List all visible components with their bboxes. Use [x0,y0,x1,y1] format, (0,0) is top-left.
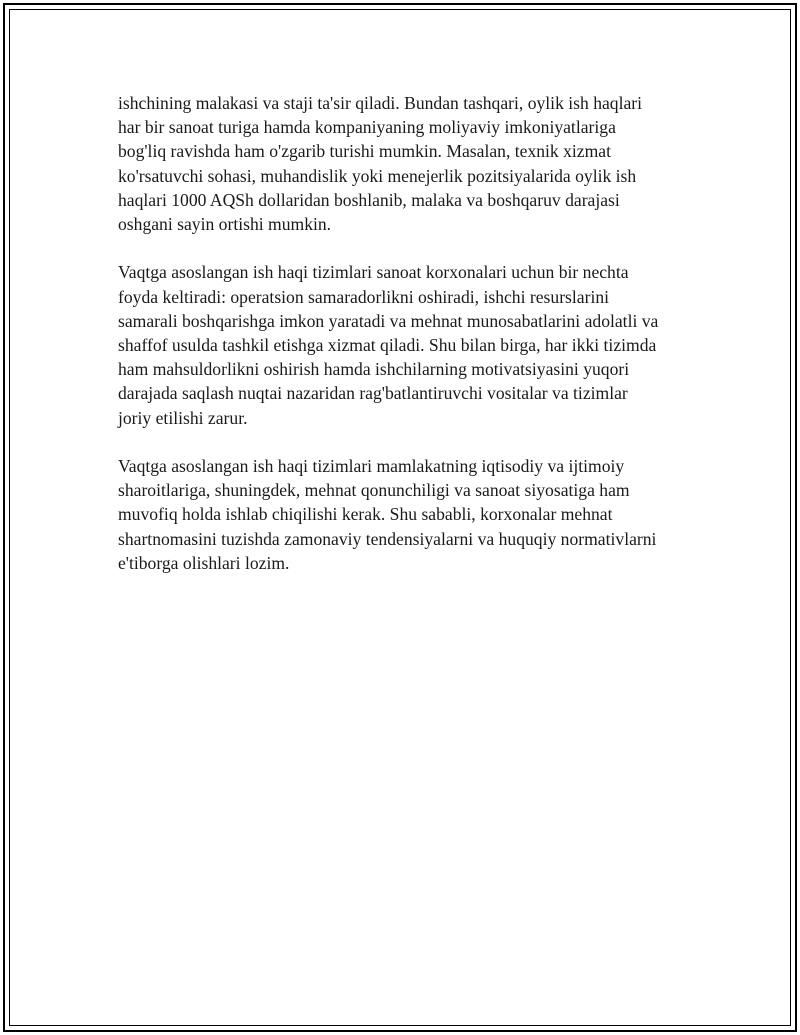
text-line: sharoitlariga, shuningdek, mehnat qonunchiligi va sanoat siyosatiga ham [118,480,630,501]
text-line: muvofiq holda ishlab chiqilishi kerak. Shu sababli, korxonalar mehnat [118,504,613,525]
paragraph-2 [118,260,698,429]
text-line: ishchining malakasi va staji ta'sir qiladi. Bundan tashqari, oylik ish haqlari [118,93,643,113]
document-body [118,91,698,599]
text-line: Vaqtga asoslangan ish haqi tizimlari mamlakatning iqtisodiy va ijtimoiy [118,456,625,477]
text-line: shaffof usulda tashkil etishga xizmat qiladi. Shu bilan birga, har ikki tizimda [118,335,657,356]
text-line: samarali boshqarishga imkon yaratadi va mehnat munosabatlarini adolatli va [118,310,659,331]
text-line: shartnomasini tuzishda zamonaviy tendensiyalarni va huquqiy normativlarni [118,528,657,549]
text-line: ham mahsuldorlikni oshirish hamda ishchilarning motivatsiyasini yuqori [118,359,630,380]
paragraph-1 [118,91,698,236]
text-line: Vaqtga asoslangan ish haqi tizimlari sanoat korxonalari uchun bir nechta [118,262,629,283]
text-line: ko'rsatuvchi sohasi, muhandislik yoki menejerlik pozitsiyalarida oylik ish [118,165,637,186]
text-line: har bir sanoat turiga hamda kompaniyaning moliyaviy imkoniyatlariga [118,117,616,138]
text-line: darajada saqlash nuqtai nazaridan rag'batlantiruvchi vositalar va tizimlar [118,383,628,404]
text-line: oshgani sayin ortishi mumkin. [118,214,332,235]
text-line: bog'liq ravishda ham o'zgarib turishi mumkin. Masalan, texnik xizmat [118,141,612,162]
paragraph-3 [118,454,698,575]
text-line: joriy etilishi zarur. [118,407,248,428]
text-line: e'tiborga olishlari lozim. [118,552,290,573]
text-line: haqlari 1000 AQSh dollaridan boshlanib, malaka va boshqaruv darajasi [118,189,620,210]
text-line: foyda keltiradi: operatsion samaradorlikni oshiradi, ishchi resurslarini [118,286,610,307]
